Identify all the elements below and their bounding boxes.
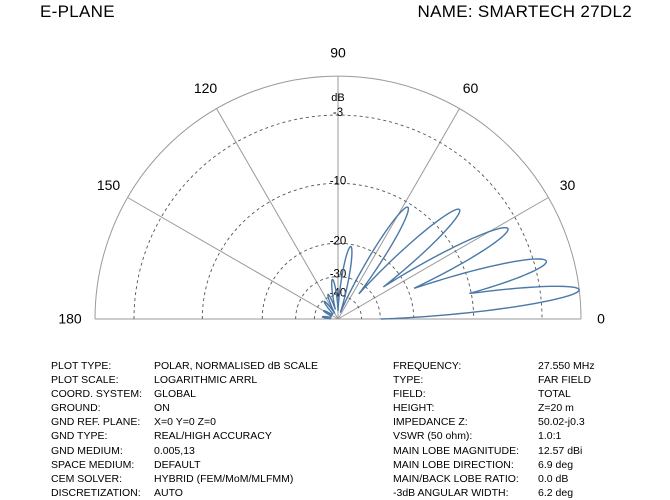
spoke-120: [217, 109, 339, 319]
plane-title: E-PLANE: [40, 2, 115, 21]
param-row: [393, 359, 595, 373]
param-value: LOGARITHMIC ARRL: [154, 374, 258, 387]
param-row: [51, 387, 318, 401]
param-row: [393, 401, 595, 415]
param-value: 27.550 MHz: [538, 360, 595, 372]
param-value: X=0 Y=0 Z=0: [154, 416, 216, 429]
param-row: [51, 444, 318, 458]
radial-tick-label: -3: [332, 107, 344, 120]
param-row: [51, 472, 318, 486]
param-key: PLOT TYPE:: [51, 360, 112, 372]
param-key: GND TYPE:: [51, 430, 108, 443]
param-value: Z=20 m: [538, 402, 574, 415]
param-value: 0.0 dB: [538, 472, 569, 485]
angle-tick-label: 180: [58, 310, 82, 327]
param-value: 6.2 deg: [538, 486, 574, 499]
radial-unit-label: dB: [331, 91, 345, 104]
param-value: HYBRID (FEM/MoM/MLFMM): [154, 472, 294, 485]
param-row: [393, 472, 595, 486]
param-value: AUTO: [154, 486, 183, 499]
radiation-pattern-line: [322, 207, 579, 319]
angle-tick-label: 150: [96, 177, 121, 194]
param-key: MAIN LOBE MAGNITUDE:: [393, 444, 520, 457]
param-key: CEM SOLVER:: [51, 472, 122, 485]
param-value: FAR FIELD: [538, 374, 592, 387]
param-key: GROUND:: [51, 402, 101, 415]
param-row: [393, 458, 595, 472]
spoke-150: [128, 198, 338, 320]
param-key: VSWR (50 ohm):: [393, 430, 473, 443]
param-key: FREQUENCY:: [393, 360, 462, 372]
param-row: [393, 415, 595, 429]
angle-tick-label: 60: [462, 80, 479, 97]
param-key: IMPEDANCE Z:: [393, 416, 468, 429]
param-value: 1.0:1: [538, 430, 562, 443]
param-value: TOTAL: [538, 388, 571, 401]
param-row: [393, 429, 595, 443]
param-row: [393, 444, 595, 458]
param-value: POLAR, NORMALISED dB SCALE: [154, 360, 318, 372]
param-row: [51, 373, 318, 387]
param-row: [51, 415, 318, 429]
param-value: ON: [154, 402, 170, 415]
angle-tick-label: 30: [559, 177, 576, 194]
param-row: [51, 359, 318, 373]
angle-tick-label: 0: [597, 310, 605, 327]
parameters-left: [51, 359, 318, 500]
param-key: COORD. SYSTEM:: [51, 388, 143, 401]
param-key: SPACE MEDIUM:: [51, 458, 135, 471]
param-value: GLOBAL: [154, 388, 197, 401]
param-value: 50.02-j0.3: [538, 416, 585, 429]
parameters-right: [393, 359, 595, 500]
radial-tick-label: -40: [329, 287, 347, 300]
param-key: DISCRETIZATION:: [51, 486, 141, 499]
param-key: GND MEDIUM:: [51, 444, 123, 457]
param-key: GND REF. PLANE:: [51, 416, 141, 429]
param-key: MAIN/BACK LOBE RATIO:: [393, 472, 519, 485]
param-row: [393, 387, 595, 401]
param-key: HEIGHT:: [393, 402, 435, 415]
param-row: [51, 429, 318, 443]
param-row: [51, 458, 318, 472]
antenna-name: NAME: SMARTECH 27DL2: [417, 2, 632, 21]
param-value: DEFAULT: [154, 458, 201, 471]
param-key: -3dB ANGULAR WIDTH:: [393, 486, 509, 499]
radial-tick-label: -30: [329, 268, 347, 281]
param-value: 6.9 deg: [538, 458, 574, 471]
param-row: [393, 486, 595, 500]
param-key: TYPE:: [393, 374, 424, 387]
param-value: REAL/HIGH ACCURACY: [154, 430, 272, 443]
spoke-30: [338, 198, 548, 320]
param-key: PLOT SCALE:: [51, 374, 119, 387]
param-row: [51, 486, 318, 500]
angle-tick-label: 120: [193, 80, 218, 97]
radial-tick-label: -10: [329, 175, 347, 188]
param-key: MAIN LOBE DIRECTION:: [393, 458, 514, 471]
radial-tick-label: -20: [329, 235, 347, 248]
param-key: FIELD:: [393, 388, 426, 401]
param-value: 12.57 dBi: [538, 444, 583, 457]
param-row: [51, 401, 318, 415]
angle-tick-label: 90: [330, 44, 346, 61]
param-row: [393, 373, 595, 387]
param-value: 0.005,13: [154, 444, 195, 457]
